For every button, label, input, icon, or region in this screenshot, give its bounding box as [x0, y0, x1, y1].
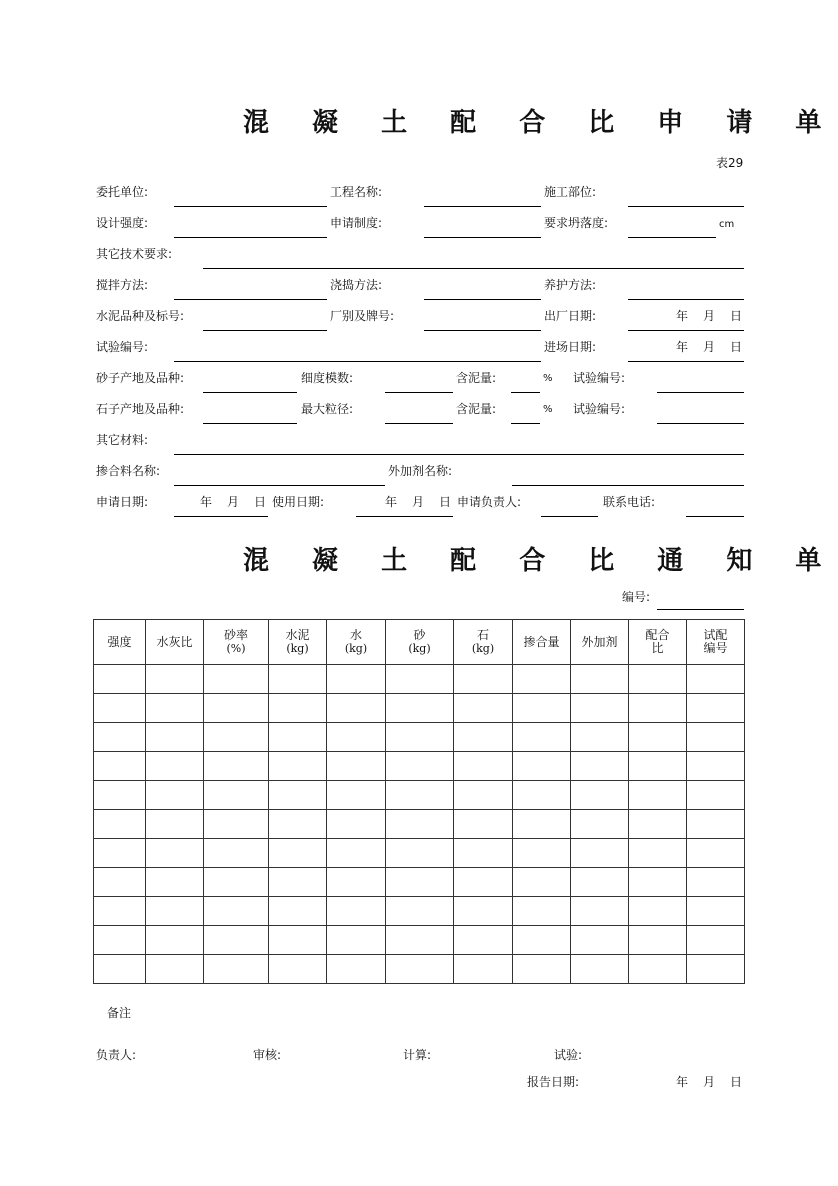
table-header-row [94, 620, 745, 665]
table-cell[interactable] [94, 839, 146, 868]
table-row [94, 694, 745, 723]
factory-brand-field[interactable] [424, 330, 541, 331]
table-cell[interactable] [146, 810, 204, 839]
column-header-sublabel: (kg) [471, 642, 495, 655]
table-cell[interactable] [146, 868, 204, 897]
table-cell[interactable] [454, 868, 513, 897]
table-cell[interactable] [94, 694, 146, 723]
table-cell[interactable] [571, 694, 629, 723]
table-cell[interactable] [269, 897, 327, 926]
apply-date-field[interactable] [174, 516, 268, 517]
table-cell[interactable] [571, 665, 629, 694]
table-cell[interactable] [629, 810, 687, 839]
factory-date-month: 月 [703, 309, 716, 323]
entry-date-field[interactable] [628, 361, 744, 362]
mixing-method-field[interactable] [174, 299, 327, 300]
table-cell[interactable] [146, 665, 204, 694]
table-cell[interactable] [513, 897, 571, 926]
stone-origin-label: 石子产地及品种: [96, 402, 185, 416]
table-cell[interactable] [94, 723, 146, 752]
column-header [204, 620, 269, 665]
table-cell[interactable] [327, 839, 386, 868]
table-cell[interactable] [687, 926, 745, 955]
table-cell[interactable] [94, 665, 146, 694]
table-cell[interactable] [269, 723, 327, 752]
report-date-year: 年 [676, 1075, 689, 1089]
table-cell[interactable] [327, 665, 386, 694]
column-header [386, 620, 454, 665]
apply-date-label: 申请日期: [96, 495, 149, 509]
stone-origin-field[interactable] [203, 423, 297, 424]
table-cell[interactable] [454, 955, 513, 984]
table-cell[interactable] [571, 868, 629, 897]
remarks-label: 备注 [107, 1006, 132, 1020]
column-header-label: 试配 [703, 628, 728, 642]
notice-number-label: 编号: [622, 590, 651, 604]
table-cell[interactable] [386, 694, 454, 723]
applicant-label: 申请负责人: [457, 495, 522, 509]
pouring-method-field[interactable] [424, 299, 541, 300]
table-cell[interactable] [571, 839, 629, 868]
column-header [327, 620, 386, 665]
table-cell[interactable] [513, 868, 571, 897]
table-cell[interactable] [204, 694, 269, 723]
table-cell[interactable] [513, 781, 571, 810]
sand-test-no-field[interactable] [657, 392, 744, 393]
slump-field[interactable] [628, 237, 716, 238]
table-cell[interactable] [629, 955, 687, 984]
table-cell[interactable] [571, 723, 629, 752]
table-cell[interactable] [94, 868, 146, 897]
factory-brand-label: 厂别及牌号: [330, 309, 395, 323]
applicant-field[interactable] [541, 516, 598, 517]
table-cell[interactable] [687, 897, 745, 926]
review-label: 审核: [253, 1048, 282, 1062]
table-cell[interactable] [327, 955, 386, 984]
pouring-method-label: 浇捣方法: [330, 278, 383, 292]
table-cell[interactable] [146, 752, 204, 781]
table-cell[interactable] [386, 868, 454, 897]
entry-date-month: 月 [703, 340, 716, 354]
table-cell[interactable] [204, 752, 269, 781]
design-strength-label: 设计强度: [96, 216, 149, 230]
fineness-label: 细度模数: [301, 371, 354, 385]
table-cell[interactable] [327, 810, 386, 839]
application-title: 混 凝 土 配 合 比 申 请 单 [243, 108, 838, 138]
column-header-label: 砂 [413, 628, 426, 642]
table-cell[interactable] [204, 810, 269, 839]
column-header [94, 620, 146, 665]
table-cell[interactable] [687, 810, 745, 839]
column-header [513, 620, 571, 665]
max-size-label: 最大粒径: [301, 402, 354, 416]
table-cell[interactable] [94, 752, 146, 781]
apply-system-label: 申请制度: [330, 216, 383, 230]
table-cell[interactable] [571, 926, 629, 955]
table-cell[interactable] [386, 723, 454, 752]
table-cell[interactable] [454, 694, 513, 723]
table-cell[interactable] [386, 665, 454, 694]
table-cell[interactable] [94, 897, 146, 926]
table-cell[interactable] [629, 694, 687, 723]
sand-test-no-label: 试验编号: [573, 371, 626, 385]
column-header-label: 水灰比 [156, 634, 193, 649]
table-cell[interactable] [269, 694, 327, 723]
phone-label: 联系电话: [603, 495, 656, 509]
column-header-label: 水 [349, 628, 362, 642]
table-cell[interactable] [454, 752, 513, 781]
cement-type-field[interactable] [203, 330, 327, 331]
table-row [94, 955, 745, 984]
table-cell[interactable] [687, 868, 745, 897]
other-tech-field[interactable] [203, 268, 744, 269]
table-cell[interactable] [269, 839, 327, 868]
table-cell[interactable] [269, 810, 327, 839]
column-header-label: 配合 [645, 628, 670, 642]
table-cell[interactable] [687, 694, 745, 723]
table-cell[interactable] [204, 868, 269, 897]
column-header [629, 620, 687, 665]
curing-method-field[interactable] [628, 299, 744, 300]
table-cell[interactable] [571, 955, 629, 984]
sand-mud-percent: % [543, 373, 553, 384]
table-cell[interactable] [204, 897, 269, 926]
column-header-sublabel: (kg) [286, 642, 309, 655]
project-name-label: 工程名称: [330, 185, 383, 199]
table-cell[interactable] [327, 897, 386, 926]
table-cell[interactable] [571, 752, 629, 781]
table-cell[interactable] [454, 781, 513, 810]
column-header-sublabel: 比 [651, 641, 664, 655]
use-date-year: 年 [385, 495, 398, 509]
stone-mud-field[interactable] [511, 423, 540, 424]
table-cell[interactable] [454, 810, 513, 839]
table-cell[interactable] [146, 723, 204, 752]
table-cell[interactable] [687, 723, 745, 752]
table-cell[interactable] [146, 694, 204, 723]
table-row [94, 868, 745, 897]
sand-origin-label: 砂子产地及品种: [96, 371, 185, 385]
table-cell[interactable] [146, 926, 204, 955]
table-cell[interactable] [687, 781, 745, 810]
table-cell[interactable] [386, 839, 454, 868]
table-cell[interactable] [454, 839, 513, 868]
table-cell[interactable] [687, 839, 745, 868]
stone-mud-percent: % [543, 404, 553, 415]
table-cell[interactable] [629, 839, 687, 868]
factory-date-year: 年 [676, 309, 689, 323]
table-cell[interactable] [513, 955, 571, 984]
table-cell[interactable] [94, 810, 146, 839]
table-cell[interactable] [571, 810, 629, 839]
table-cell[interactable] [687, 955, 745, 984]
table-cell[interactable] [687, 665, 745, 694]
column-header-sublabel: (%) [226, 642, 246, 655]
table-cell[interactable] [386, 752, 454, 781]
max-size-field[interactable] [385, 423, 453, 424]
table-cell[interactable] [386, 926, 454, 955]
table-cell[interactable] [629, 926, 687, 955]
table-cell[interactable] [629, 897, 687, 926]
mixing-method-label: 搅拌方法: [96, 278, 149, 292]
column-header-label: 强度 [107, 634, 132, 649]
form-number: 表29 [716, 156, 744, 170]
column-header [687, 620, 745, 665]
column-header [571, 620, 629, 665]
slump-label: 要求坍落度: [544, 216, 609, 230]
table-cell[interactable] [204, 781, 269, 810]
fineness-field[interactable] [385, 392, 453, 393]
entry-date-label: 进场日期: [544, 340, 597, 354]
table-row [94, 810, 745, 839]
table-cell[interactable] [269, 665, 327, 694]
design-strength-field[interactable] [174, 237, 327, 238]
table-cell[interactable] [94, 781, 146, 810]
sand-mud-field[interactable] [511, 392, 540, 393]
sand-origin-field[interactable] [203, 392, 297, 393]
apply-date-year: 年 [200, 495, 213, 509]
table-cell[interactable] [454, 897, 513, 926]
report-date-day: 日 [730, 1075, 743, 1089]
apply-date-month: 月 [227, 495, 240, 509]
column-header-label: 外加剂 [581, 634, 618, 649]
table-cell[interactable] [629, 752, 687, 781]
table-cell[interactable] [571, 897, 629, 926]
use-date-day: 日 [439, 495, 452, 509]
other-tech-label: 其它技术要求: [96, 247, 173, 261]
column-header-label: 石 [476, 628, 489, 642]
table-cell[interactable] [327, 781, 386, 810]
table-row [94, 723, 745, 752]
table-cell[interactable] [386, 810, 454, 839]
table-cell[interactable] [204, 839, 269, 868]
column-header-sublabel: (kg) [408, 642, 431, 655]
table-row [94, 781, 745, 810]
use-date-month: 月 [412, 495, 425, 509]
column-header-sublabel: 编号 [703, 641, 728, 655]
table-cell[interactable] [94, 955, 146, 984]
table-cell[interactable] [269, 868, 327, 897]
table-cell[interactable] [204, 926, 269, 955]
apply-system-field[interactable] [424, 237, 541, 238]
responsible-label: 负责人: [96, 1048, 137, 1062]
stone-test-no-field[interactable] [657, 423, 744, 424]
use-date-field[interactable] [356, 516, 453, 517]
client-unit-label: 委托单位: [96, 185, 149, 199]
column-header [146, 620, 204, 665]
table-cell[interactable] [513, 723, 571, 752]
table-cell[interactable] [327, 868, 386, 897]
table-cell[interactable] [513, 839, 571, 868]
table-cell[interactable] [629, 665, 687, 694]
test-label: 试验: [554, 1048, 583, 1062]
cement-type-label: 水泥品种及标号: [96, 309, 185, 323]
calc-label: 计算: [403, 1048, 432, 1062]
table-cell[interactable] [513, 694, 571, 723]
additive-name-field[interactable] [512, 485, 744, 486]
construction-part-field[interactable] [628, 206, 744, 207]
table-row [94, 839, 745, 868]
phone-field[interactable] [686, 516, 744, 517]
stone-test-no-label: 试验编号: [573, 402, 626, 416]
table-cell[interactable] [513, 810, 571, 839]
report-date-month: 月 [703, 1075, 716, 1089]
test-no-label: 试验编号: [96, 340, 149, 354]
table-cell[interactable] [454, 723, 513, 752]
factory-date-day: 日 [730, 309, 743, 323]
table-cell[interactable] [386, 955, 454, 984]
project-name-field[interactable] [424, 206, 541, 207]
column-header-label: 掺合量 [523, 634, 560, 649]
table-cell[interactable] [327, 723, 386, 752]
sand-mud-label: 含泥量: [456, 371, 497, 385]
other-materials-field[interactable] [174, 454, 744, 455]
table-cell[interactable] [146, 781, 204, 810]
admixture-name-field[interactable] [174, 485, 385, 486]
mix-ratio-table [93, 619, 745, 984]
notice-number-field[interactable] [657, 609, 744, 610]
test-no-field[interactable] [174, 361, 541, 362]
column-header [269, 620, 327, 665]
table-cell[interactable] [687, 752, 745, 781]
table-cell[interactable] [513, 752, 571, 781]
table-cell[interactable] [94, 926, 146, 955]
table-cell[interactable] [146, 897, 204, 926]
additive-name-label: 外加剂名称: [388, 464, 453, 478]
table-cell[interactable] [269, 752, 327, 781]
table-cell[interactable] [629, 781, 687, 810]
table-row [94, 752, 745, 781]
apply-date-day: 日 [254, 495, 267, 509]
table-cell[interactable] [454, 926, 513, 955]
table-cell[interactable] [269, 955, 327, 984]
column-header-sublabel: (kg) [344, 642, 368, 655]
table-cell[interactable] [571, 781, 629, 810]
column-header-label: 砂率 [223, 628, 248, 642]
table-cell[interactable] [386, 897, 454, 926]
factory-date-label: 出厂日期: [544, 309, 597, 323]
entry-date-day: 日 [730, 340, 743, 354]
table-cell[interactable] [629, 868, 687, 897]
table-cell[interactable] [204, 665, 269, 694]
table-cell[interactable] [513, 665, 571, 694]
table-cell[interactable] [204, 723, 269, 752]
table-cell[interactable] [146, 839, 204, 868]
report-date-label: 报告日期: [527, 1075, 580, 1089]
table-cell[interactable] [513, 926, 571, 955]
table-cell[interactable] [327, 752, 386, 781]
column-header-label: 水泥 [285, 628, 310, 642]
table-cell[interactable] [386, 781, 454, 810]
column-header [454, 620, 513, 665]
client-unit-field[interactable] [174, 206, 327, 207]
use-date-label: 使用日期: [272, 495, 325, 509]
slump-unit: cm [719, 219, 735, 230]
factory-date-field[interactable] [628, 330, 744, 331]
table-cell[interactable] [269, 926, 327, 955]
construction-part-label: 施工部位: [544, 185, 597, 199]
entry-date-year: 年 [676, 340, 689, 354]
table-cell[interactable] [269, 781, 327, 810]
table-row [94, 926, 745, 955]
table-row [94, 665, 745, 694]
admixture-name-label: 掺合料名称: [96, 464, 161, 478]
stone-mud-label: 含泥量: [456, 402, 497, 416]
table-cell[interactable] [204, 955, 269, 984]
table-row [94, 897, 745, 926]
table-cell[interactable] [454, 665, 513, 694]
table-cell[interactable] [327, 926, 386, 955]
table-cell[interactable] [146, 955, 204, 984]
table-cell[interactable] [629, 723, 687, 752]
other-materials-label: 其它材料: [96, 433, 149, 447]
table-cell[interactable] [327, 694, 386, 723]
notice-title: 混 凝 土 配 合 比 通 知 单 [243, 546, 838, 576]
curing-method-label: 养护方法: [544, 278, 597, 292]
